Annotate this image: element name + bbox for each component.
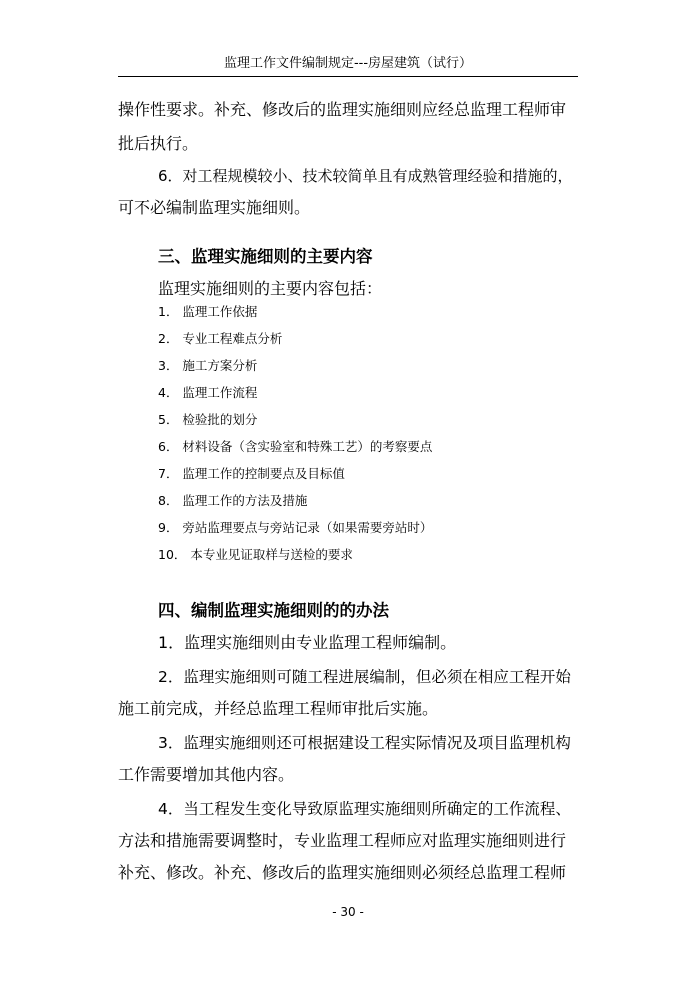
page-number: - 30 - [332, 905, 364, 919]
list-item: 9． 旁站监理要点与旁站记录（如果需要旁站时） [158, 520, 433, 535]
list-item: 6． 材料设备（含实验室和特殊工艺）的考察要点 [158, 439, 433, 454]
body-line: 1．监理实施细则由专业监理工程师编制。 [158, 633, 457, 652]
section-heading: 四、编制监理实施细则的的办法 [158, 601, 389, 620]
body-line: 2．监理实施细则可随工程进展编制，但必须在相应工程开始 [158, 668, 571, 686]
list-item: 2． 专业工程难点分析 [158, 331, 283, 346]
body-line: 4．当工程发生变化导致原监理实施细则所确定的工作流程、 [158, 800, 571, 818]
body-line: 工作需要增加其他内容。 [118, 765, 295, 784]
header-rule [118, 76, 578, 77]
section-heading: 三、监理实施细则的主要内容 [158, 247, 373, 266]
body-line: 操作性要求。补充、修改后的监理实施细则应经总监理工程师审 [118, 100, 567, 119]
list-item: 7． 监理工作的控制要点及目标值 [158, 466, 345, 481]
body-line: 方法和措施需要调整时，专业监理工程师应对监理实施细则进行 [118, 831, 567, 850]
body-line: 可不必编制监理实施细则。 [118, 198, 311, 217]
body-line: 6．对工程规模较小、技术较简单且有成熟管理经验和措施的， [158, 167, 573, 185]
list-item: 5． 检验批的划分 [158, 412, 258, 427]
section-intro: 监理实施细则的主要内容包括： [158, 279, 383, 298]
running-header: 监理工作文件编制规定---房屋建筑（试行） [223, 56, 473, 71]
list-item: 3． 施工方案分析 [158, 358, 258, 373]
body-line: 批后执行。 [118, 134, 199, 153]
body-line: 施工前完成，并经总监理工程师审批后实施。 [118, 699, 439, 718]
list-item: 10． 本专业见证取样与送检的要求 [158, 547, 353, 562]
list-item: 1． 监理工作依据 [158, 304, 258, 319]
body-line: 补充、修改。补充、修改后的监理实施细则必须经总监理工程师 [118, 863, 567, 882]
body-line: 3．监理实施细则还可根据建设工程实际情况及项目监理机构 [158, 734, 571, 752]
list-item: 4． 监理工作流程 [158, 385, 258, 400]
list-item: 8． 监理工作的方法及措施 [158, 493, 308, 508]
